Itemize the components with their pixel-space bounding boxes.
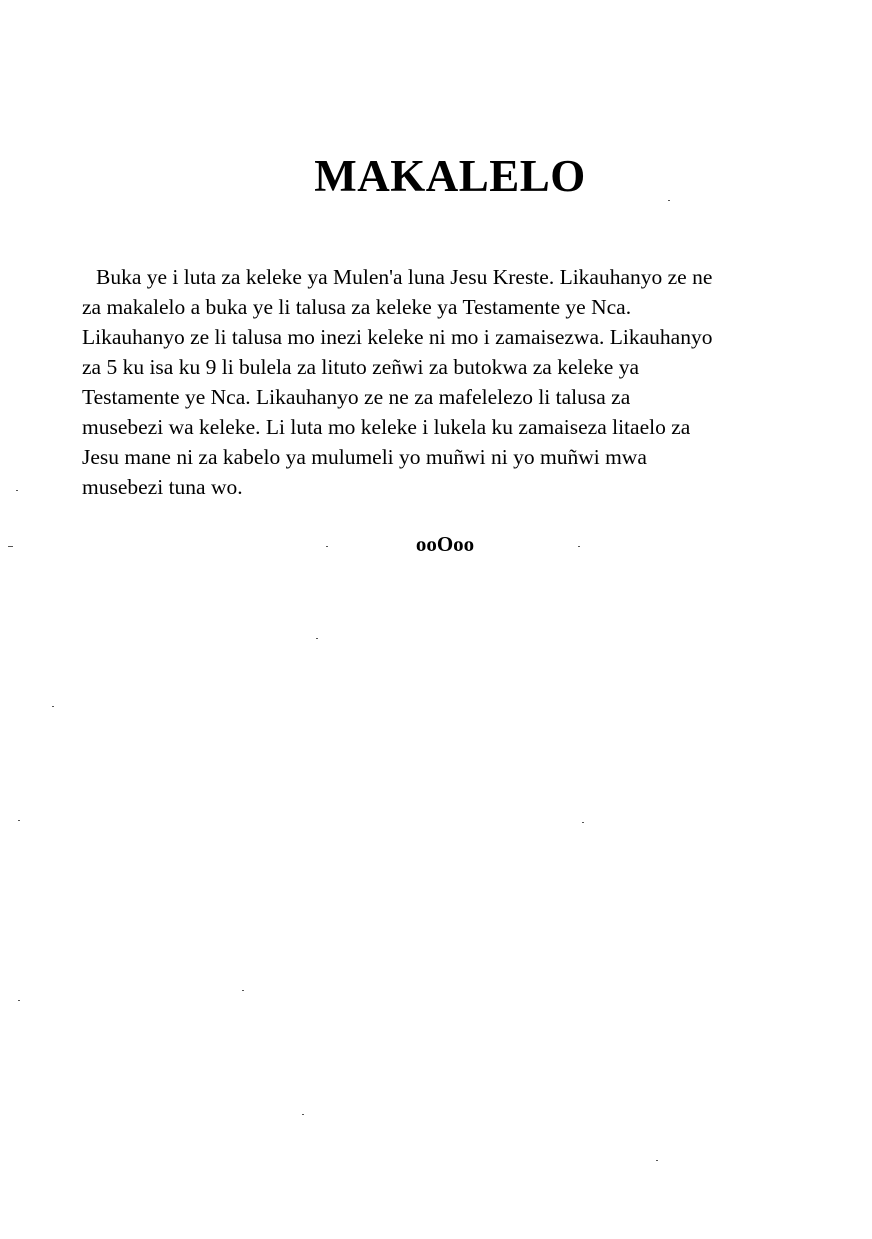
scan-speck [52, 706, 54, 707]
scan-speck [18, 1000, 20, 1001]
scan-speck [582, 822, 584, 823]
scan-speck [578, 546, 580, 547]
scan-speck [18, 820, 20, 821]
scan-speck [242, 990, 244, 991]
section-separator: ooOoo [415, 532, 475, 556]
paragraph-line: Buka ye i luta za keleke ya Mulen'a luna Jesu Kreste. Likauhanyo ze ne [96, 265, 713, 289]
paragraph-line: za makalelo a buka ye li talusa za keleke ya Testamente ye Nca. [82, 295, 632, 319]
scan-speck [668, 200, 670, 201]
paragraph-line: Jesu mane ni za kabelo ya mulumeli yo muñwi ni yo muñwi mwa [82, 445, 647, 469]
scan-speck [8, 546, 13, 547]
scan-speck [326, 546, 328, 547]
scan-speck [316, 638, 318, 639]
paragraph-line: musebezi wa keleke. Li luta mo keleke i lukela ku zamaiseza litaelo za [82, 415, 691, 439]
paragraph-line: Likauhanyo ze li talusa mo inezi keleke ni mo i zamaisezwa. Likauhanyo [82, 325, 713, 349]
paragraph-line: musebezi tuna wo. [82, 475, 243, 499]
paragraph-line: za 5 ku isa ku 9 li bulela za lituto zeñwi za butokwa za keleke ya [82, 355, 639, 379]
scan-speck [656, 1160, 658, 1161]
page-title: MAKALELO [314, 151, 586, 201]
intro-paragraph [82, 262, 842, 502]
paragraph-line: Testamente ye Nca. Likauhanyo ze ne za mafelelezo li talusa za [82, 385, 631, 409]
scan-speck [16, 490, 18, 491]
scan-speck [302, 1114, 304, 1115]
